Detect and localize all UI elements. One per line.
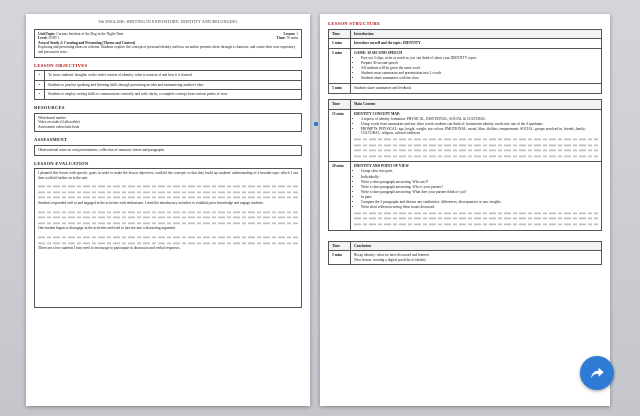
row-time: 5 mins (329, 48, 351, 84)
structure-row (329, 109, 602, 162)
time-value: 70 mins (286, 36, 298, 41)
row-heading: IDENTITY AND POINT OF VIEW (354, 164, 409, 169)
list-item: • 4 aspects of identity formation: PHYSICAL, EMOTIONAL, SOCIAL & CULTURAL (361, 117, 598, 122)
row-list (354, 117, 598, 136)
row-heading: GAME: 30 SECOND SPEECH (354, 50, 403, 55)
area-value: Creating and Presenting (Theme and Context) (64, 40, 136, 45)
row-time: 15 mins (329, 109, 351, 162)
list-item: • Write a short paragraph answering: Who is your partner? (361, 185, 598, 190)
objective-row (35, 80, 302, 90)
list-item: • Write a short paragraph answering: What does your partner think of you? (361, 190, 598, 195)
list-item: • Compare the 3 paragraphs and discuss any similarities, differences, discrepancies or new insights (361, 200, 598, 205)
page-left (26, 14, 310, 406)
row-text: Introduce myself and the topic: IDENTITY (351, 39, 602, 49)
row-time: 5 mins (329, 39, 351, 49)
evaluation-paragraph: Students responded well to and engaged in the activities with enthusiasm. I used the introductory activities to establish prior knowledge and engage students. (38, 201, 264, 206)
evaluation-paragraph: There are a few students I may need to encourage to participate in discussion and verbal responses. (38, 246, 181, 251)
text-lines (354, 211, 598, 227)
unit-topic: Curious Incident of the Dog in the Night-Time (56, 31, 124, 36)
assessment-box (34, 145, 302, 156)
lesson-number: 1 (296, 31, 298, 36)
main-heading: Main Content (351, 99, 602, 109)
objective-text: To focus students' thoughts on the wider context of identity: what it consists of and how it is formed. (45, 71, 302, 81)
row-list (354, 56, 598, 81)
level-label: Level: (38, 36, 48, 41)
time-label: Time: (276, 36, 286, 41)
text-lines (38, 184, 298, 200)
text-lines (354, 137, 598, 158)
row-heading: IDENTITY CONCEPT MAP: (354, 111, 401, 116)
text-lines (38, 210, 298, 226)
page-marker (314, 122, 318, 126)
area-description: Exploring and presenting ideas on a theme. Students explore the concept of personal identity and how an author presents ideas through a character, and create their own expository and persuasive texts. (38, 45, 296, 54)
list-item: • Prepare 30 second speech (361, 61, 598, 66)
structure-row (329, 251, 602, 265)
structure-row (329, 162, 602, 230)
objective-text: Students to employ writing skills to communicate concisely and with clarity, a complete concept from various points of view. (45, 90, 302, 100)
resource-item: Assessment rubric/task book (38, 124, 80, 129)
row-list (354, 169, 598, 209)
unit-topic-label: Unit/Topic: (38, 31, 56, 36)
resources-box (34, 113, 302, 133)
evaluation-heading: LESSON EVALUATION (34, 160, 89, 166)
lesson-label: Lesson: (283, 31, 296, 36)
bullet-icon: • (35, 80, 45, 90)
share-arrow-icon (588, 364, 606, 382)
document-title: 9th ENGLISH: WRITING IN EXPOSITORY: IDENTITY AND BELONGING (98, 19, 238, 24)
list-item: • Group class into pairs (361, 169, 598, 174)
evaluation-box (34, 168, 302, 308)
list-item: • Using words from summaries and any other words students can think of, brainstorm identity words into one of the 4 quadrants (361, 122, 598, 127)
evaluation-paragraph: I planned this lesson with specific goals in order to make the lesson objectives, scaffold the concepts so that they build up students' understanding of a broader topic which I can then scaffold further on in the unit. (38, 171, 298, 180)
objective-row (35, 90, 302, 100)
list-item: Recap identity: what we have discussed and learned (354, 253, 429, 258)
objectives-heading: LESSON OBJECTIVES (34, 62, 88, 68)
row-time: 5 mins (329, 251, 351, 265)
list-item: • Write a short paragraph answering: Who am I? (361, 180, 598, 185)
intro-table (328, 29, 602, 94)
list-item: Next lesson: creating a digital portfolio of identity (354, 257, 427, 262)
conclusion-heading: Conclusion (351, 241, 602, 251)
share-button[interactable] (580, 356, 614, 390)
resource-item: Video recorder (if allowable) (38, 120, 80, 125)
list-item: • PROMPTS: PHYSICAL: age, height, weight, eye colour; EMOTIONAL: mood, likes, dislikes, temperament; SOCIAL: groups involved in, friends, family; CULTURAL: religion, cultural traditions (361, 127, 598, 136)
conclusion-table (328, 241, 602, 266)
row-time: 20 mins (329, 162, 351, 230)
text-lines (38, 235, 298, 245)
list-item: • Individually: (361, 175, 598, 180)
row-text: Students share summaries and feedback (351, 84, 602, 94)
bullet-icon: • (35, 90, 45, 100)
evaluation-paragraph: One student began to disengage in the activities and tried to lure me into a distracting argument. (38, 226, 176, 231)
objectives-table (34, 70, 302, 100)
structure-heading: LESSON STRUCTURE (328, 21, 381, 26)
lesson-header-box (34, 29, 302, 58)
objective-text: Students to practise speaking and listening skills through presenting an idea and summarising another's idea. (45, 80, 302, 90)
list-item: • Pass out 3 slips, write as much as you can think of about your IDENTITY topics (361, 56, 598, 61)
list-item: • Write short reflection noting these issues discussed (361, 205, 598, 210)
time-column-header: Time (329, 99, 351, 109)
list-item: • All students will be given the same word (361, 66, 598, 71)
list-item: • Students must summarise and presentation into 2 words (361, 71, 598, 76)
row-time: 5 mins (329, 84, 351, 94)
page-right (320, 14, 610, 406)
resource-item: Whiteboard marker (38, 115, 67, 120)
main-content-table (328, 99, 602, 231)
area-label: Area of Study 2: (38, 40, 64, 45)
time-column-header: Time (329, 29, 351, 39)
objective-row (35, 71, 302, 81)
structure-row (329, 39, 602, 49)
level-value: UNIT 1 (48, 36, 60, 41)
assessment-text: Observational notes on oral presentations, collection of summary sheets and paragraphs. (38, 147, 165, 152)
structure-row (329, 84, 602, 94)
intro-heading: Introduction (351, 29, 602, 39)
time-column-header: Time (329, 241, 351, 251)
assessment-heading: ASSESSMENT (34, 137, 68, 143)
list-item: • Students share summaries with the class (361, 76, 598, 81)
resources-heading: RESOURCES (34, 104, 65, 110)
list-item: • In pairs (361, 195, 598, 200)
structure-row (329, 48, 602, 84)
bullet-icon: • (35, 71, 45, 81)
